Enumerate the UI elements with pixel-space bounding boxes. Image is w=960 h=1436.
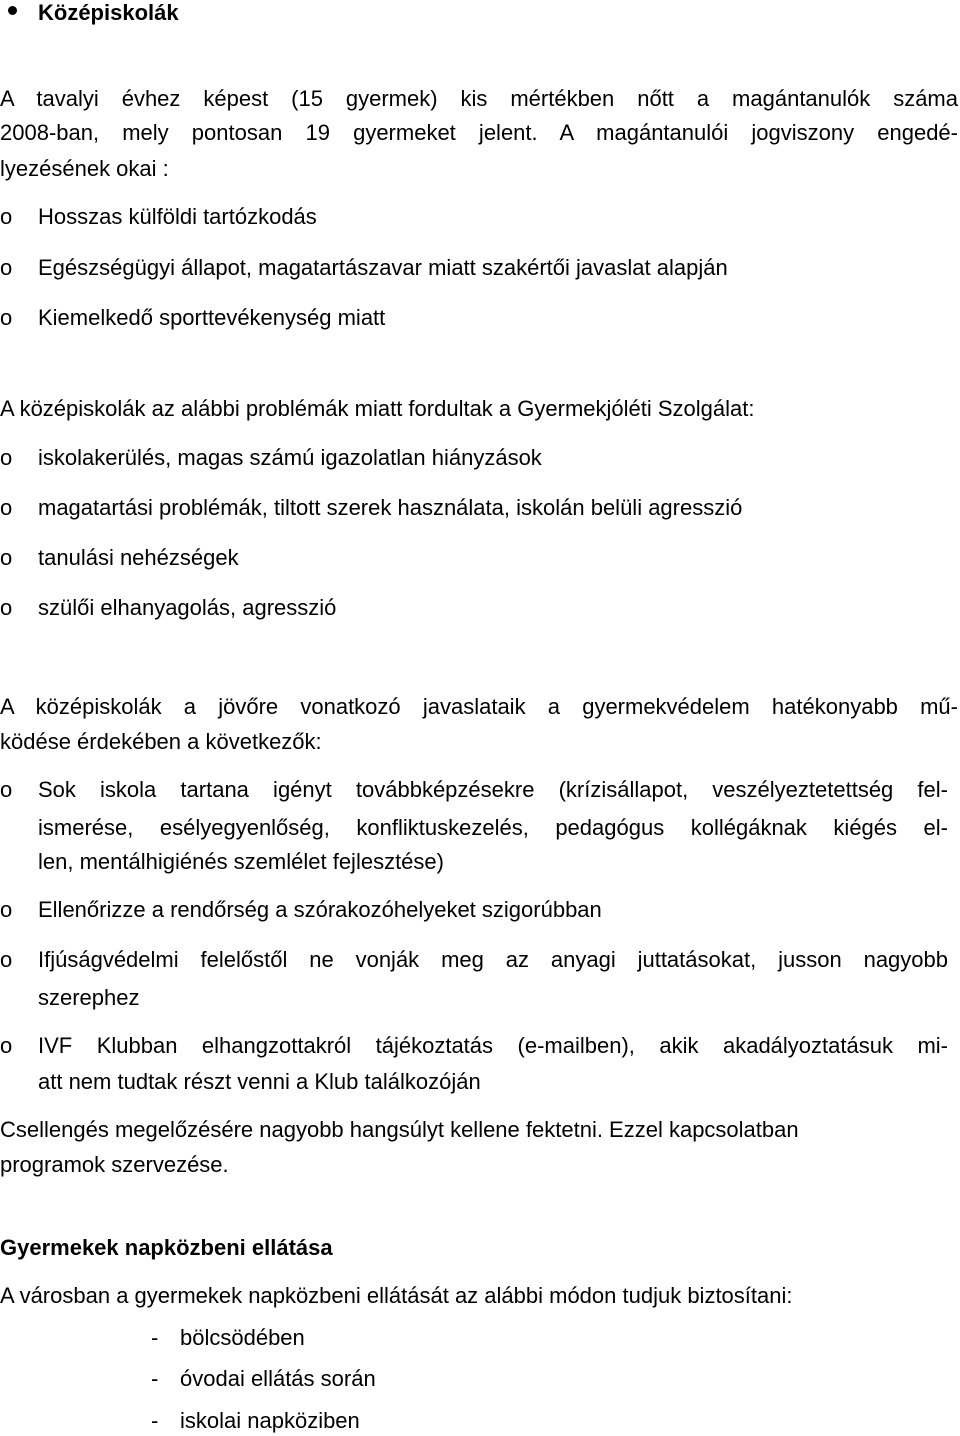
list-marker: o [0,595,13,620]
bullet-dot-icon [8,6,17,15]
paragraph-line: lyezésének okai : [0,156,169,181]
paragraph-line: A városban a gyermekek napközbeni ellátását az alábbi módon tudjuk biztosítani: [0,1283,793,1308]
paragraph-line: ködése érdekében a következők: [0,729,322,754]
list-item-text: Ellenőrizze a rendőrség a szórakozóhelyeket szigorúbban [38,897,602,922]
list-marker: - [151,1366,159,1391]
list-marker: o [0,204,13,229]
list-marker: o [0,255,13,280]
paragraph-line: programok szervezése. [0,1152,229,1177]
list-marker: - [151,1408,159,1433]
list-item-text: iskolakerülés, magas számú igazolatlan hiányzások [38,445,542,470]
list-item-text: Hosszas külföldi tartózkodás [38,204,317,229]
list-item-text: szülői elhanyagolás, agresszió [38,595,337,620]
list-marker: - [151,1325,159,1350]
list-marker: o [0,545,13,570]
list-marker: o [0,1033,13,1058]
paragraph-line: A tavalyi évhez képest (15 gyermek) kis mértékben nőtt a magántanulók száma [0,86,958,111]
list-item-text: Egészségügyi állapot, magatartászavar miatt szakértői javaslat alapján [38,255,728,280]
list-item-text: att nem tudtak részt venni a Klub találkozóján [38,1069,481,1094]
section-heading: Középiskolák [38,0,179,25]
list-marker: o [0,777,13,802]
list-marker: o [0,495,13,520]
list-item-text: Ifjúságvédelmi felelőstől ne vonják meg az anyagi juttatásokat, jusson nagyobb [38,947,948,972]
list-marker: o [0,445,13,470]
list-item-text: tanulási nehézségek [38,545,239,570]
list-marker: o [0,897,13,922]
list-item-text: Sok iskola tartana igényt továbbképzésekre (krízisállapot, veszélyeztetettség fel- [38,777,948,802]
list-item-text: bölcsödében [180,1325,305,1350]
list-item-text: magatartási problémák, tiltott szerek használata, iskolán belüli agresszió [38,495,743,520]
list-item-text: iskolai napköziben [180,1408,360,1433]
list-marker: o [0,947,13,972]
paragraph-line: 2008-ban, mely pontosan 19 gyermeket jelent. A magántanulói jogviszony engedé- [0,120,958,145]
paragraph-line: A középiskolák a jövőre vonatkozó javaslataik a gyermekvédelem hatékonyabb mű- [0,694,958,719]
list-item-text: Kiemelkedő sporttevékenység miatt [38,305,386,330]
list-item-text: szerephez [38,985,140,1010]
list-marker: o [0,305,13,330]
list-item-text: ismerése, esélyegyenlőség, konfliktuskezelés, pedagógus kollégáknak kiégés el- [38,815,948,840]
paragraph-line: A középiskolák az alábbi problémák miatt fordultak a Gyermekjóléti Szolgálat: [0,396,755,421]
list-item-text: IVF Klubban elhangzottakról tájékoztatás (e-mailben), akik akadályoztatásuk mi- [38,1033,948,1058]
list-item-text: óvodai ellátás során [180,1366,376,1391]
list-item-text: len, mentálhigiénés szemlélet fejlesztése) [38,849,444,874]
paragraph-line: Csellengés megelőzésére nagyobb hangsúlyt kellene fektetni. Ezzel kapcsolatban [0,1117,799,1142]
section-heading: Gyermekek napközbeni ellátása [0,1235,333,1260]
